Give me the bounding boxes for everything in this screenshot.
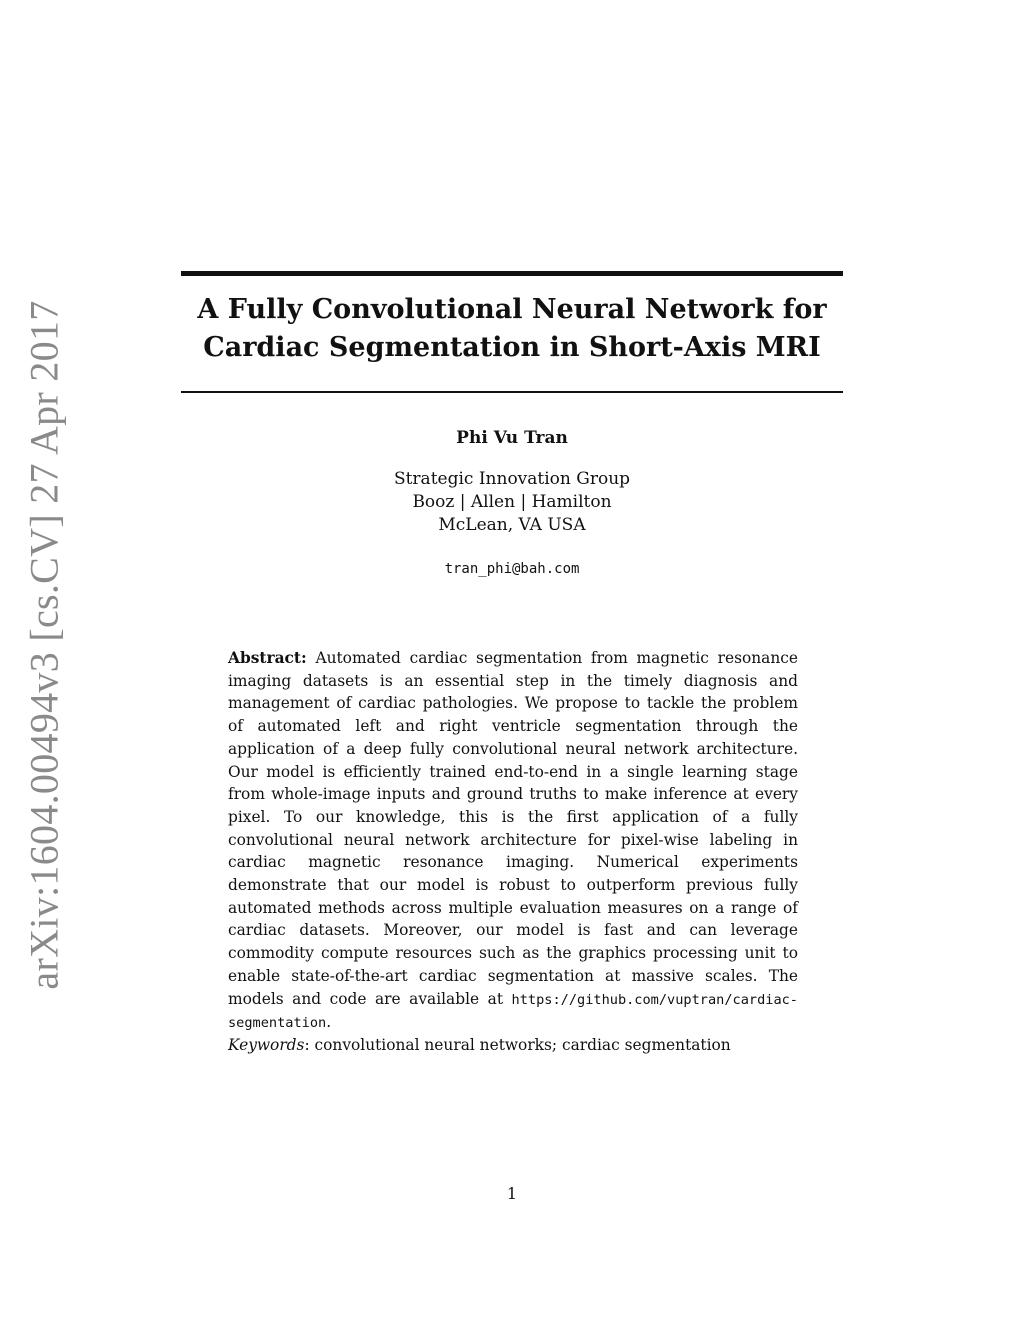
paper-title-line-2: Cardiac Segmentation in Short-Axis MRI [203, 332, 821, 363]
affiliation-line-2: Booz | Allen | Hamilton [412, 492, 612, 512]
keywords-separator: : [304, 1036, 310, 1054]
affiliation-line-3: McLean, VA USA [438, 515, 586, 535]
author-name: Phi Vu Tran [456, 428, 568, 448]
arxiv-identifier-stamp: arXiv:1604.00494v3 [cs.CV] 27 Apr 2017 [21, 300, 67, 990]
author-affiliation [262, 468, 762, 537]
abstract-text: Automated cardiac segmentation from magnetic resonance imaging datasets is an essential step in the timely diagnosis and management of cardiac pathologies. We propose to tackle the problem of automated left and right ventricle segmentation through the application of a deep fully convolutional neural network architecture. Our model is efficiently trained end-to-end in a single learning stage from whole-image inputs and ground truths to make inference at every pixel. To our knowledge, this is the first application of a fully convolutional neural network architecture for pixel-wise labeling in cardiac magnetic resonance imaging. Numerical experiments demonstrate that our model is robust to outperform previous fully automated methods across multiple evaluation measures on a range of cardiac datasets. Moreover, our model is fast and can leverage commodity compute resources such as the graphics processing unit to enable state-of-the-art cardiac segmentation at massive scales. The models and code are available at [228, 649, 798, 1008]
abstract-end-punctuation: . [326, 1013, 332, 1032]
title-top-rule [181, 271, 843, 276]
title-bottom-rule [181, 391, 843, 393]
keywords-text: convolutional neural networks; cardiac segmentation [314, 1036, 731, 1054]
paper-title-line-1: A Fully Convolutional Neural Network for [197, 294, 827, 325]
abstract-label: Abstract: [228, 649, 307, 667]
page-number: 1 [506, 1184, 518, 1203]
affiliation-line-1: Strategic Innovation Group [393, 469, 631, 489]
code-repository-link[interactable]: https://github.com/vuptran/cardiac-segmentation [228, 991, 798, 1032]
keywords [228, 1034, 798, 1056]
abstract [228, 647, 798, 1035]
author-email[interactable]: tran_phi@bah.com [444, 561, 580, 577]
paper-title [150, 291, 874, 367]
keywords-label: Keywords [228, 1036, 305, 1054]
